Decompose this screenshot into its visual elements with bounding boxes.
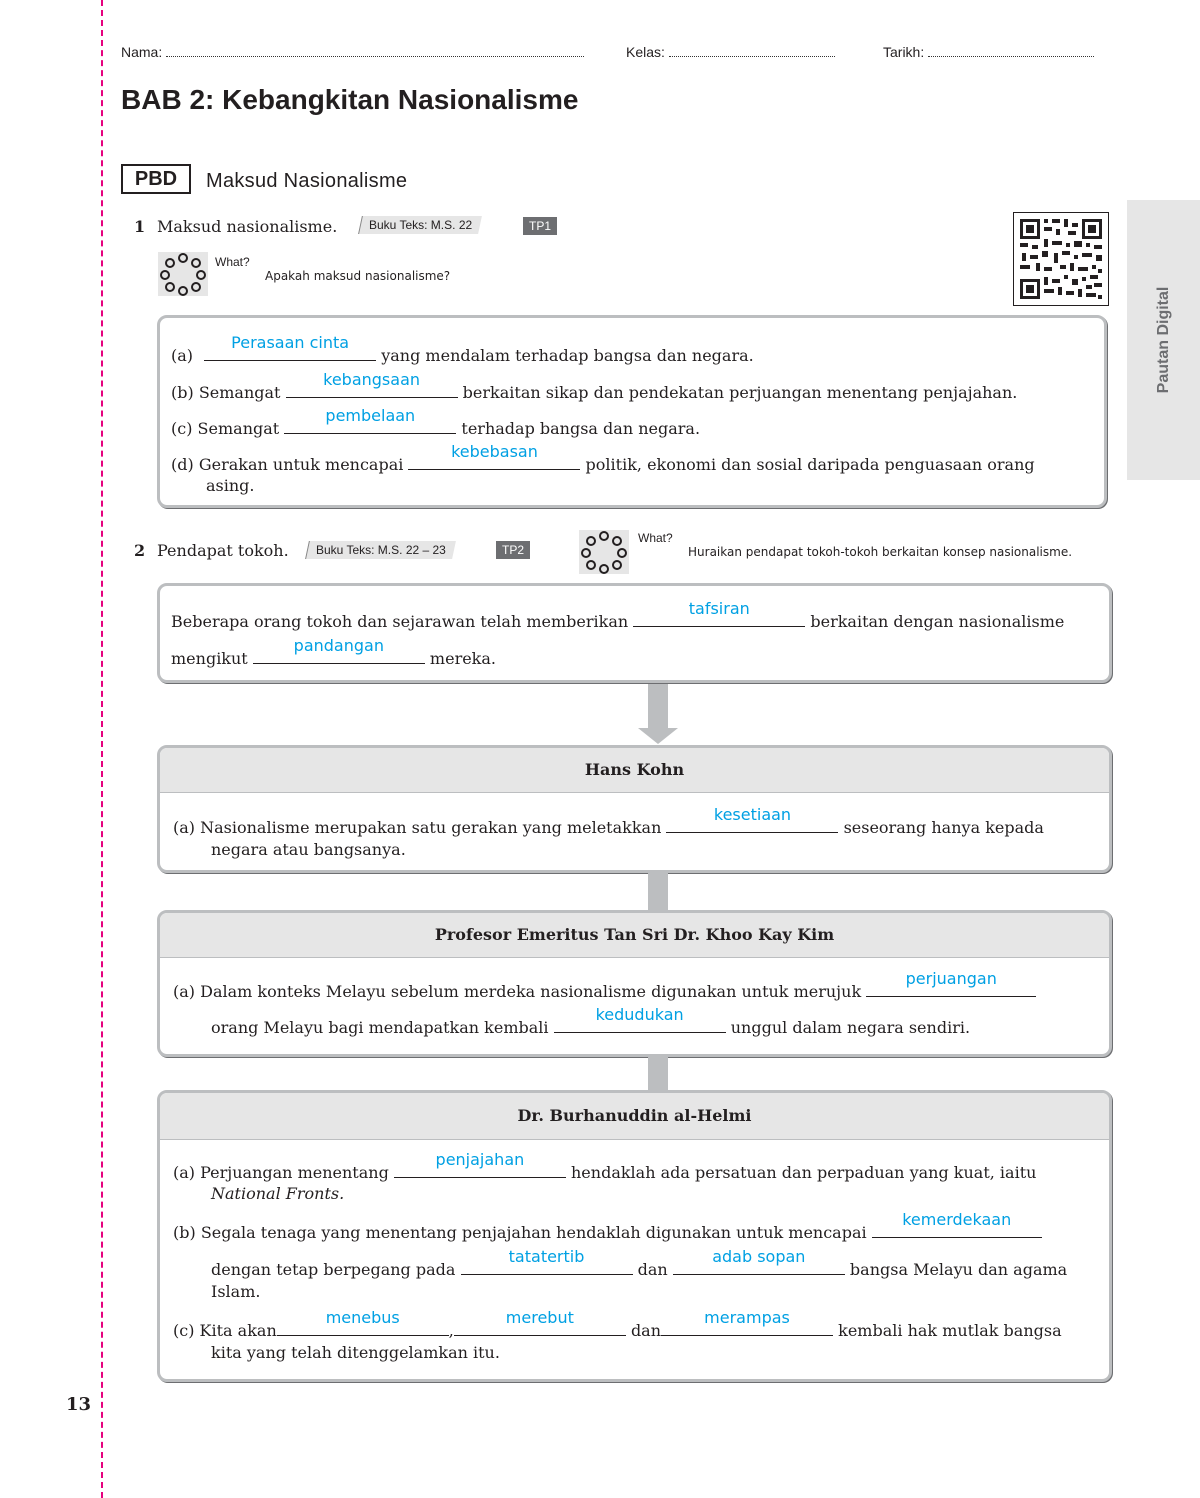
burhanuddin-b-blank3[interactable] — [673, 1247, 845, 1275]
hans-kohn-pre: Nasionalisme merupakan satu gerakan yang meletakkan — [200, 818, 662, 837]
connector-bar-2 — [648, 1057, 668, 1091]
khoo-blank2[interactable] — [554, 1005, 726, 1033]
q2-intro-blank1[interactable] — [633, 599, 805, 627]
q2-textbook-ref — [305, 541, 456, 559]
burhanuddin-c-comma: , — [448, 1321, 454, 1340]
burhanuddin-b-answer1: kemerdekaan — [902, 1210, 1012, 1229]
q2-intro-line1 — [171, 599, 1065, 633]
q2-intro-line2-pre: mengikut — [171, 649, 248, 668]
khoo-line2-pre: orang Melayu bagi mendapatkan kembali — [211, 1018, 549, 1037]
khoo-answer1: perjuangan — [905, 969, 997, 988]
khoo-line2-post: unggul dalam negara sendiri. — [730, 1018, 971, 1037]
q1-item-d-answer: kebebasan — [451, 442, 538, 461]
burhanuddin-b-line3: Islam. — [211, 1282, 261, 1301]
q1-what-question: Apakah maksud nasionalisme? — [265, 269, 451, 283]
q1-item-c — [171, 406, 701, 440]
burhanuddin-item-b — [173, 1210, 1042, 1244]
burhanuddin-b-answer3: adab sopan — [712, 1247, 806, 1266]
burhanuddin-c-answer2: merebut — [505, 1308, 574, 1327]
q1-textbook-ref — [358, 216, 482, 234]
burhanuddin-c-label: (c) — [173, 1321, 195, 1340]
q1-item-c-post: terhadap bangsa dan negara. — [461, 419, 701, 438]
khoo-item-a — [173, 969, 1036, 1003]
burhanuddin-c-blank2[interactable] — [454, 1308, 626, 1336]
hans-kohn-item-a — [173, 805, 1044, 839]
page-number: 13 — [66, 1394, 92, 1415]
margin-cut-line — [101, 0, 103, 1498]
q1-item-b-post: berkaitan sikap dan pendekatan perjuangan menentang penjajahan. — [462, 383, 1018, 402]
q1-item-a — [171, 333, 754, 367]
q1-item-d-pre: Gerakan untuk mencapai — [198, 455, 404, 474]
q1-tp-badge: TP1 — [523, 217, 557, 235]
q1-item-b — [171, 370, 1018, 404]
q1-item-a-blank[interactable] — [204, 333, 376, 361]
burhanuddin-a-line2: National Fronts. — [211, 1184, 345, 1203]
burhanuddin-a-post: hendaklah ada persatuan dan perpaduan yang kuat, iaitu — [571, 1163, 1037, 1182]
q2-what-question: Huraikan pendapat tokoh-tokoh berkaitan konsep nasionalisme. — [688, 545, 1073, 559]
burhanuddin-item-a — [173, 1150, 1037, 1184]
burhanuddin-c-blank1[interactable] — [277, 1308, 449, 1336]
hans-kohn-post: seseorang hanya kepada — [843, 818, 1044, 837]
q1-ref-label: Buku Teks: M.S. 22 — [369, 218, 473, 232]
burhanuddin-c-answer3: merampas — [704, 1308, 790, 1327]
nama-field[interactable] — [121, 44, 584, 60]
nama-dotted-line — [166, 44, 584, 57]
q1-item-c-blank[interactable] — [284, 406, 456, 434]
what-thinking-map-icon — [158, 252, 208, 296]
khoo-kay-kim-heading: Profesor Emeritus Tan Sri Dr. Khoo Kay Kim — [160, 913, 1109, 958]
khoo-label: (a) — [173, 982, 196, 1001]
burhanuddin-c-line2: kita yang telah ditenggelamkan itu. — [211, 1343, 500, 1362]
q1-item-a-label: (a) — [171, 346, 194, 365]
khoo-line2 — [211, 1005, 971, 1039]
q1-item-c-answer: pembelaan — [325, 406, 416, 425]
burhanuddin-c-pre: Kita akan — [199, 1321, 277, 1340]
q1-item-c-pre: Semangat — [197, 419, 280, 438]
burhanuddin-c-blank3[interactable] — [661, 1308, 833, 1336]
hans-kohn-answer: kesetiaan — [713, 805, 792, 824]
q2-intro-post: mereka. — [429, 649, 496, 668]
tarikh-label: Tarikh: — [883, 44, 925, 60]
burhanuddin-a-blank[interactable] — [394, 1150, 566, 1178]
burhanuddin-c-answer1: menebus — [325, 1308, 400, 1327]
hans-kohn-blank[interactable] — [666, 805, 838, 833]
kelas-dotted-line — [669, 44, 835, 57]
burhanuddin-b-blank2[interactable] — [461, 1247, 633, 1275]
q2-tp-badge: TP2 — [496, 541, 530, 559]
burhanuddin-a-answer: penjajahan — [435, 1150, 525, 1169]
burhanuddin-b-line2-post: bangsa Melayu dan agama — [849, 1260, 1068, 1279]
burhanuddin-item-c — [173, 1308, 1062, 1342]
q1-item-d-line2: asing. — [206, 476, 255, 495]
hans-kohn-line2: negara atau bangsanya. — [211, 840, 406, 859]
pautan-digital-label: Pautan Digital — [1154, 286, 1172, 394]
connector-bar — [648, 873, 668, 911]
q1-item-d-blank[interactable] — [408, 442, 580, 470]
arrow-connector — [648, 684, 668, 728]
qr-code-icon[interactable] — [1013, 212, 1109, 306]
what-thinking-map-icon-2 — [579, 530, 629, 574]
burhanuddin-a-label: (a) — [173, 1163, 196, 1182]
chapter-title: BAB 2: Kebangkitan Nasionalisme — [121, 84, 579, 115]
q2-text: Pendapat tokoh. — [157, 541, 289, 560]
burhanuddin-b-label: (b) — [173, 1223, 196, 1242]
q2-intro-mid: berkaitan dengan nasionalisme — [810, 612, 1065, 631]
tarikh-dotted-line — [928, 44, 1094, 57]
q1-item-b-pre: Semangat — [198, 383, 281, 402]
burhanuddin-b-line2 — [211, 1247, 1068, 1281]
q1-item-d-label: (d) — [171, 455, 194, 474]
section-title: Maksud Nasionalisme — [206, 170, 408, 192]
burhanuddin-b-line2-pre: dengan tetap berpegang pada — [211, 1260, 456, 1279]
burhanuddin-b-answer2: tatatertib — [508, 1247, 585, 1266]
q2-ref-label: Buku Teks: M.S. 22 – 23 — [316, 543, 446, 557]
q1-item-b-label: (b) — [171, 383, 194, 402]
q2-number: 2 — [134, 541, 146, 560]
hans-kohn-label: (a) — [173, 818, 196, 837]
kelas-label: Kelas: — [626, 44, 665, 60]
burhanuddin-b-pre: Segala tenaga yang menentang penjajahan hendaklah digunakan untuk mencapai — [200, 1223, 867, 1242]
q1-item-d-post: politik, ekonomi dan sosial daripada penguasaan orang — [585, 455, 1035, 474]
q2-intro-blank2[interactable] — [253, 636, 425, 664]
q2-intro-pre: Beberapa orang tokoh dan sejarawan telah memberikan — [171, 612, 629, 631]
q1-what-label: What? — [215, 255, 250, 269]
khoo-blank1[interactable] — [866, 969, 1036, 997]
burhanuddin-heading: Dr. Burhanuddin al-Helmi — [160, 1093, 1109, 1140]
q1-item-b-blank[interactable] — [286, 370, 458, 398]
pautan-digital-tab[interactable] — [1127, 200, 1200, 480]
nama-label: Nama: — [121, 44, 163, 60]
khoo-answer2: kedudukan — [595, 1005, 684, 1024]
q1-text: Maksud nasionalisme. — [157, 217, 338, 236]
q1-item-a-post: yang mendalam terhadap bangsa dan negara. — [381, 346, 754, 365]
burhanuddin-b-blank1[interactable] — [872, 1210, 1042, 1238]
q1-item-d — [171, 442, 1096, 476]
pbd-badge: PBD — [121, 164, 191, 194]
q2-intro-answer2: pandangan — [293, 636, 384, 655]
hans-kohn-heading: Hans Kohn — [160, 748, 1109, 793]
q1-item-c-label: (c) — [171, 419, 193, 438]
q1-item-b-answer: kebangsaan — [323, 370, 421, 389]
q2-what-label: What? — [638, 531, 673, 545]
kelas-field[interactable] — [626, 44, 835, 60]
burhanuddin-b-mid: dan — [637, 1260, 668, 1279]
q1-number: 1 — [134, 217, 146, 236]
khoo-pre: Dalam konteks Melayu sebelum merdeka nasionalisme digunakan untuk merujuk — [200, 982, 862, 1001]
tarikh-field[interactable] — [883, 44, 1094, 60]
burhanuddin-a-pre: Perjuangan menentang — [200, 1163, 389, 1182]
burhanuddin-c-post: kembali hak mutlak bangsa — [838, 1321, 1062, 1340]
arrow-down-icon — [638, 728, 678, 744]
q2-intro-line2 — [171, 636, 496, 670]
q2-intro-answer1: tafsiran — [688, 599, 750, 618]
q1-item-a-answer: Perasaan cinta — [231, 333, 350, 352]
burhanuddin-c-mid: dan — [630, 1321, 662, 1340]
